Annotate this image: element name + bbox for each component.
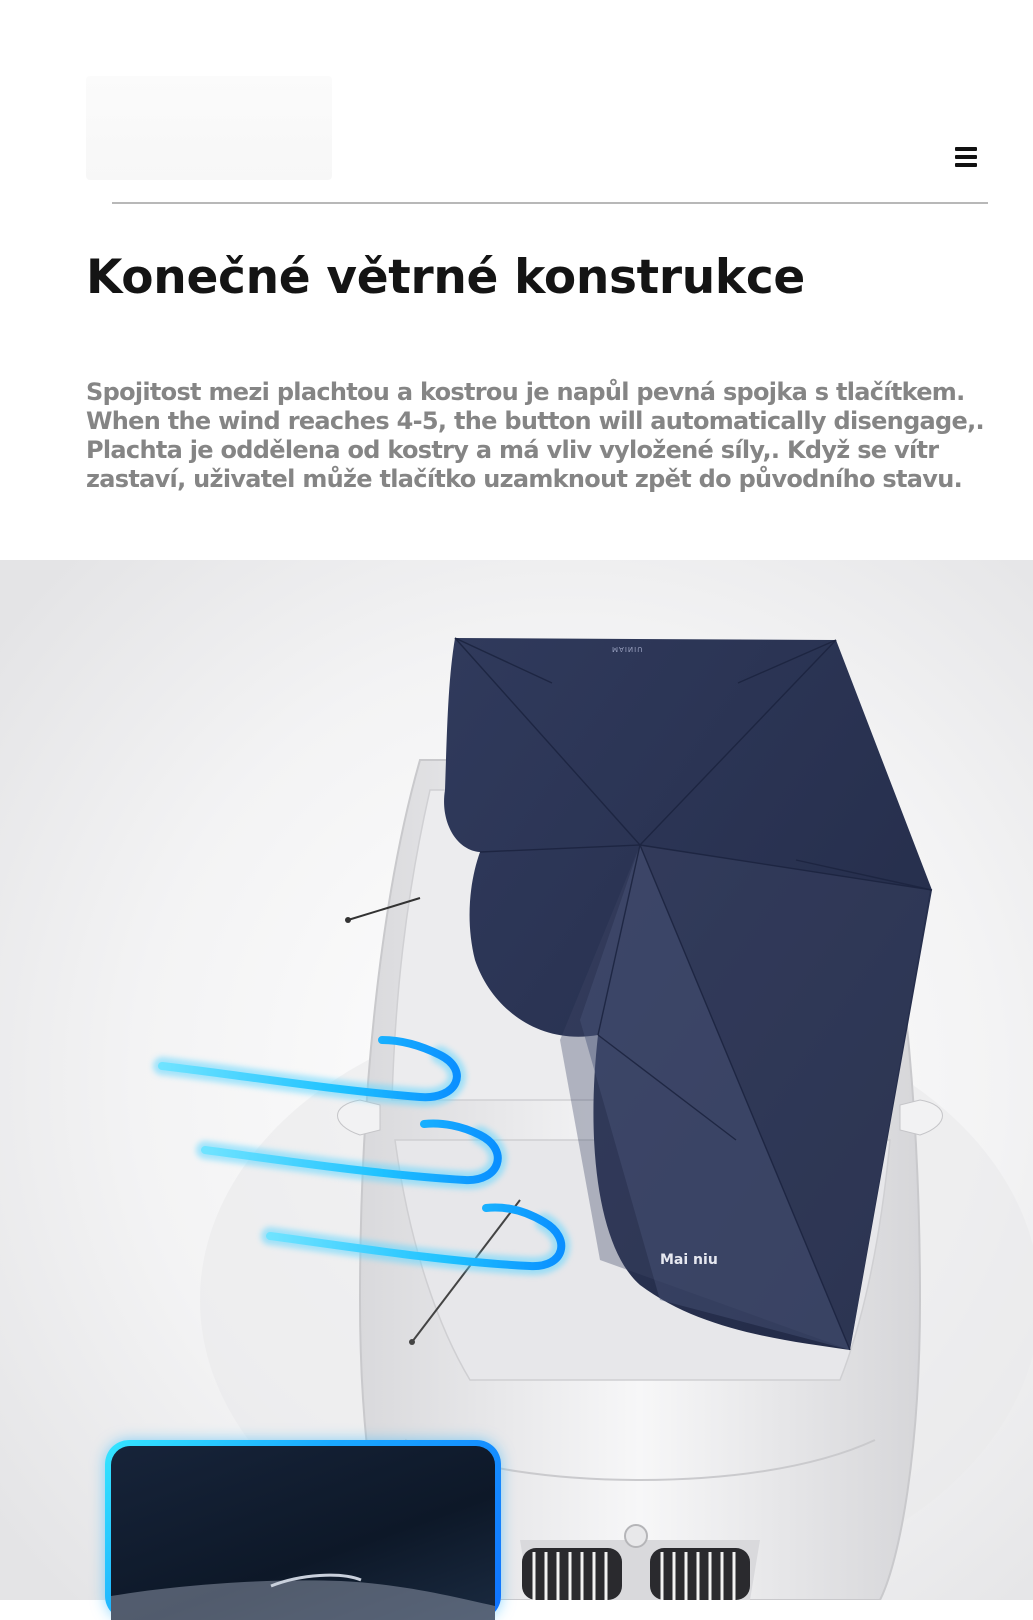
description	[86, 378, 986, 494]
page-title: Konečné větrné konstrukce	[86, 250, 805, 305]
umbrella-brand-label: Mai niu	[660, 1252, 718, 1268]
description-line: When the wind reaches 4-5, the button will automatically disengage,.	[86, 407, 984, 435]
description-line: Plachta je oddělena od kostry a má vliv vyložené síly,. Když se vítr	[86, 436, 939, 464]
hamburger-menu-icon[interactable]	[952, 143, 980, 171]
header-divider	[112, 202, 988, 204]
brand-logo	[86, 76, 332, 180]
umbrella-brand-small: MAINIU	[612, 645, 644, 653]
detail-inset-image	[111, 1446, 495, 1620]
description-line: Spojitost mezi plachtou a kostrou je napůl pevná spojka s tlačítkem.	[86, 378, 965, 406]
description-line: zastaví, uživatel může tlačítko uzamknout zpět do původního stavu.	[86, 465, 962, 493]
detail-inset-frame	[105, 1440, 501, 1620]
